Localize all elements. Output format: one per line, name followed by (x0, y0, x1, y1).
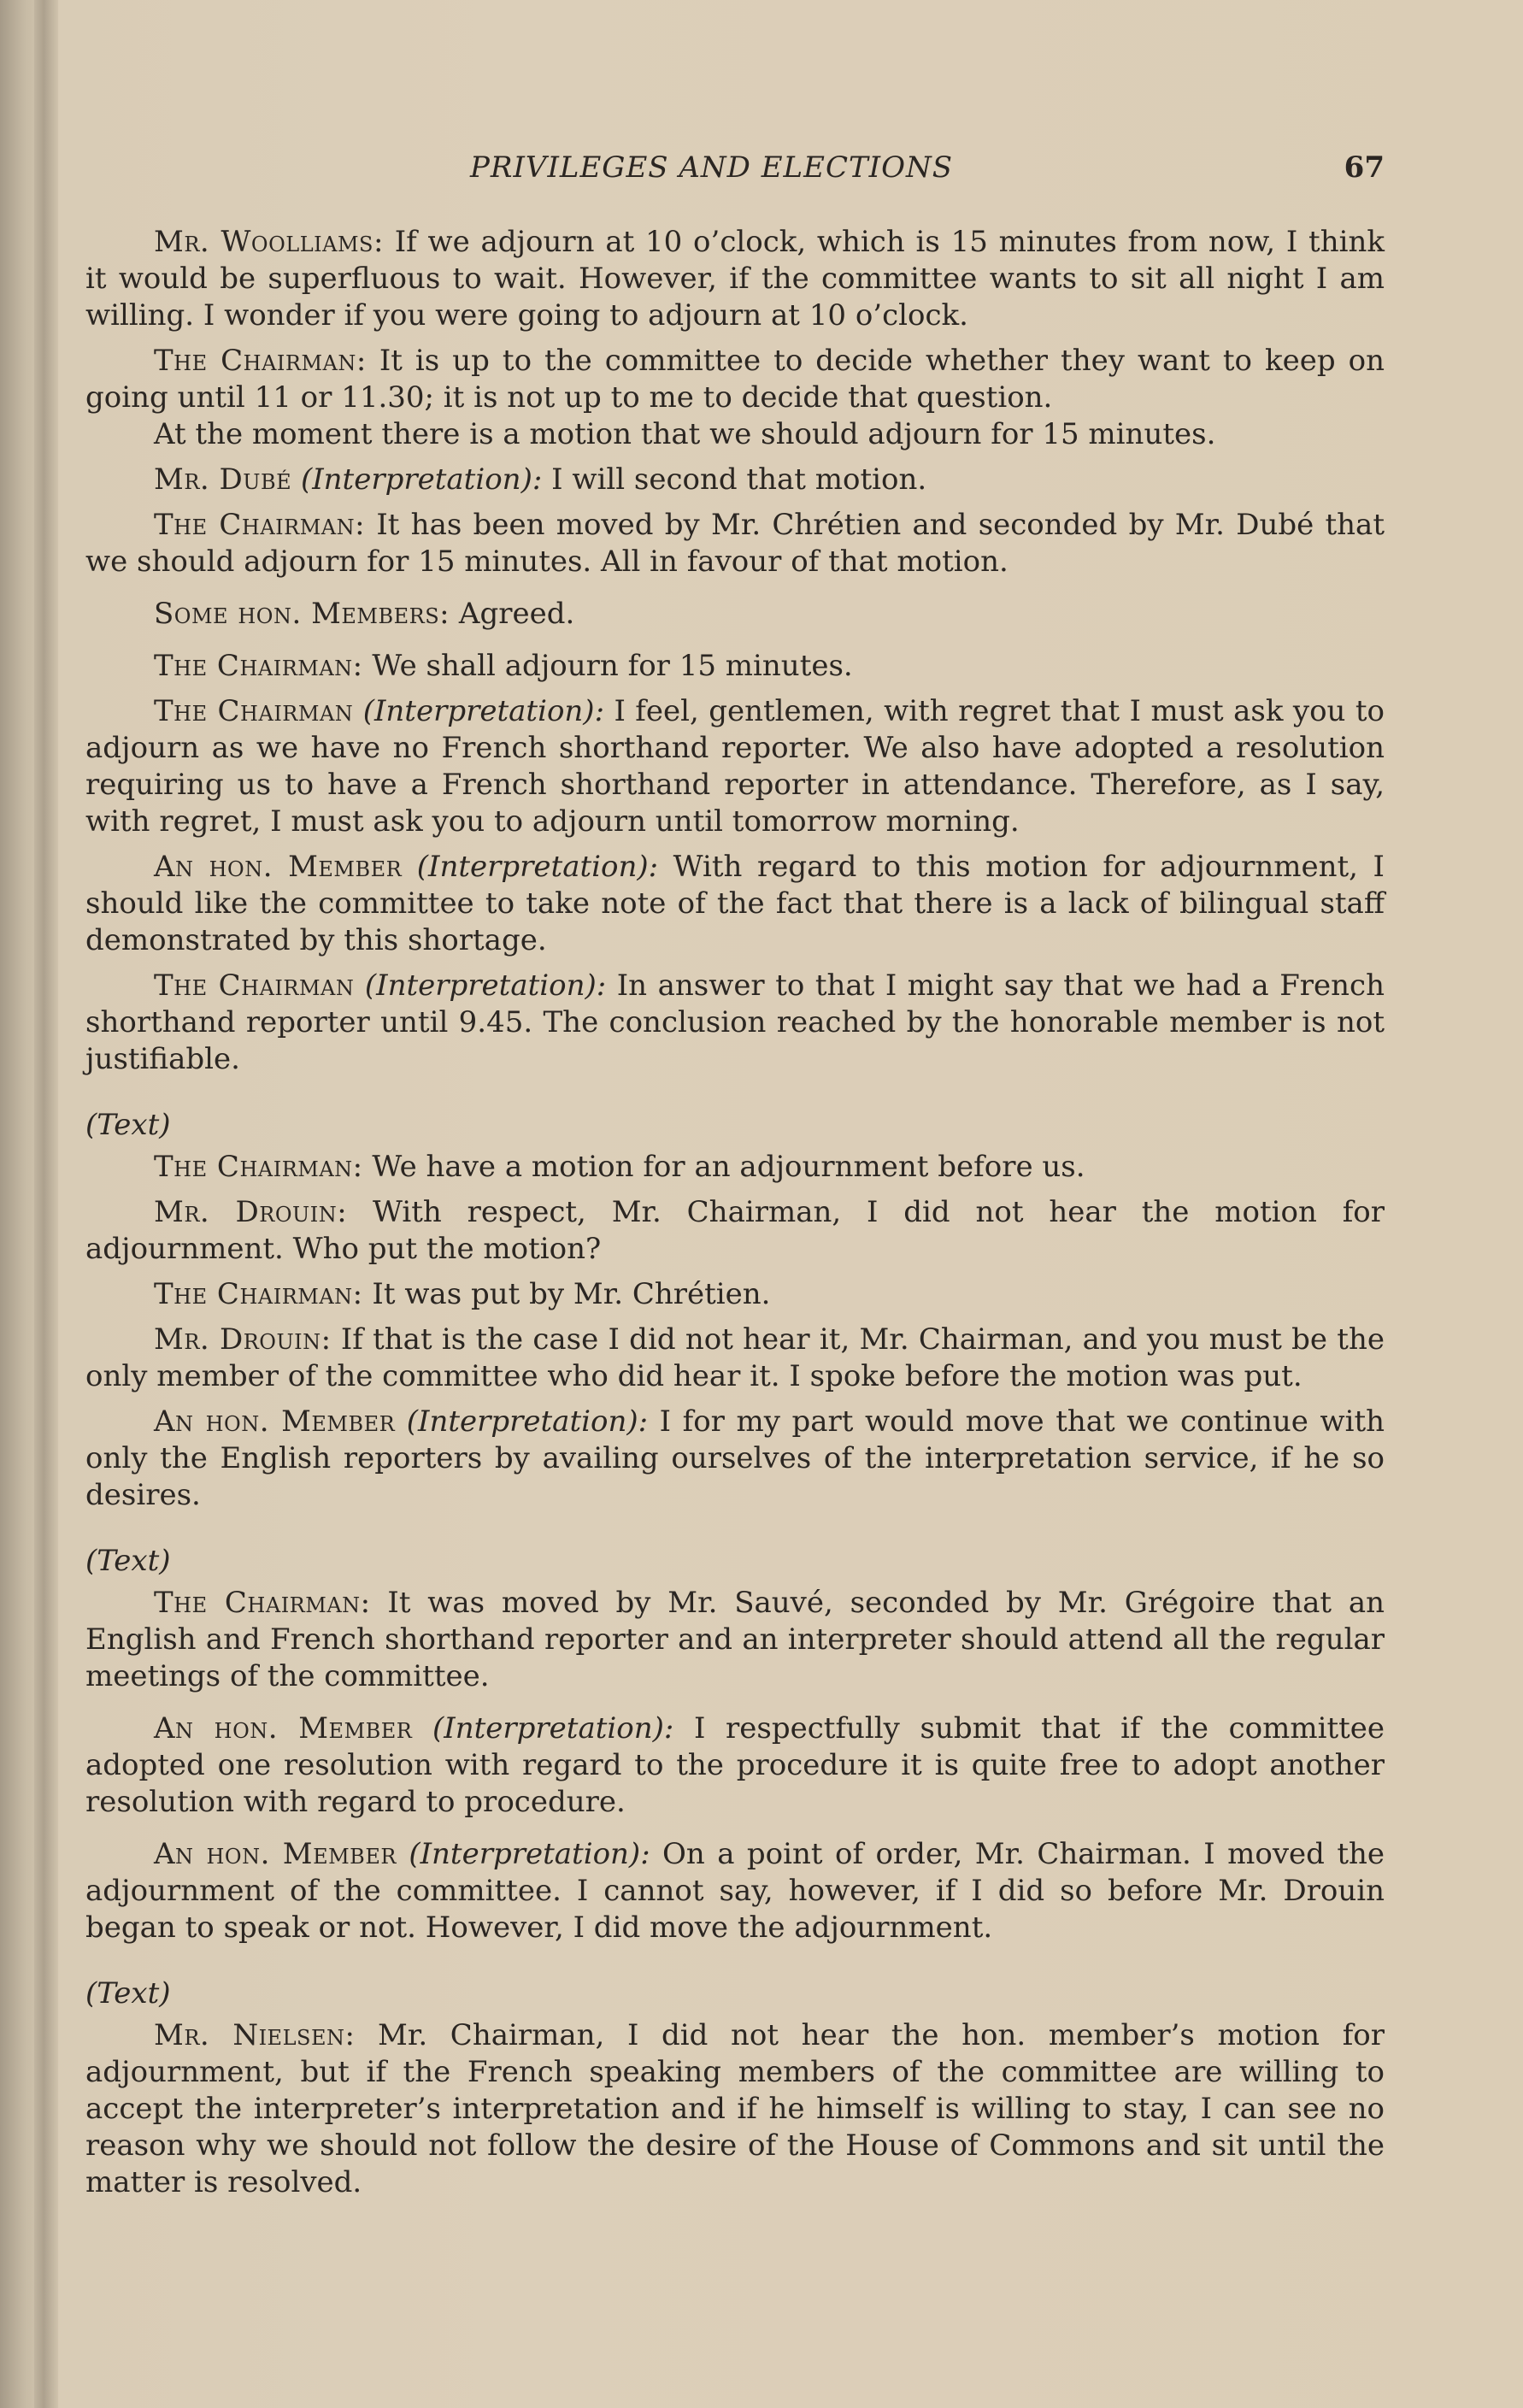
paragraph-text: Agreed. (450, 597, 575, 631)
speaker-name: Mr. Dubé (154, 462, 292, 497)
speaker-name: An hon. Member (154, 1404, 396, 1439)
paragraph (85, 1585, 1385, 1695)
paragraph (85, 1322, 1385, 1395)
paragraph (85, 1149, 1385, 1186)
page-body (85, 224, 1385, 2210)
paragraph-text: With respect, Mr. Chairman, I did not hear the motion for adjournment. Who put the motion? (85, 1195, 1385, 1266)
paragraph-text: I will second that motion. (542, 462, 927, 497)
paragraph-text: It is up to the committee to decide whether they want to keep on going until 11 or 11.30; it is not up to me to decide that question. (85, 344, 1385, 415)
paragraph (85, 1710, 1385, 1821)
paragraph-text: With regard to this motion for adjournment, I should like the committee to take note of the fact that there is a lack of bilingual staff demonstrated by this shortage. (85, 850, 1385, 957)
interpretation-note: (Interpretation): (402, 850, 659, 884)
speaker-name: Some hon. Members: (154, 597, 450, 631)
speaker-name: An hon. Member (154, 1711, 413, 1746)
paragraph (85, 507, 1385, 580)
paragraph (85, 343, 1385, 416)
speaker-name: The Chairman (154, 694, 354, 728)
page-header (85, 150, 1385, 193)
paragraph-text: In answer to that I might say that we had a French shorthand reporter until 9.45. The conclusion reached by the honorable member is not justifiable. (85, 968, 1385, 1076)
paragraph (85, 416, 1385, 453)
paragraph (85, 224, 1385, 334)
book-spine-shadow (34, 0, 58, 2408)
speaker-name: The Chairman: (154, 649, 363, 683)
paragraph (85, 2017, 1385, 2201)
speaker-name: Mr. Woolliams: (154, 225, 384, 259)
speaker-name: An hon. Member (154, 1837, 397, 1871)
paragraph (85, 1276, 1385, 1313)
paragraph-text: If that is the case I did not hear it, Mr. Chairman, and you must be the only member of the committee who did hear it. I spoke before the motion was put. (85, 1322, 1385, 1393)
paragraph (85, 1836, 1385, 1946)
speaker-name: The Chairman: (154, 508, 366, 542)
section-label: (Text) (85, 1108, 171, 1142)
speaker-name: The Chairman: (154, 344, 367, 378)
interpretation-note: (Interpretation): (395, 1404, 649, 1439)
section-label: (Text) (85, 1544, 171, 1578)
interpretation-note: (Interpretation): (396, 1837, 650, 1871)
paragraph-text: It was put by Mr. Chrétien. (362, 1277, 771, 1311)
speaker-name: The Chairman: (154, 1277, 363, 1311)
paragraph-text: I feel, gentlemen, with regret that I must ask you to adjourn as we have no French shorthand reporter. We also have adopted a resolution requiring us to have a French shorthand reporter in attendance. Therefore, as I say, with regret, I must ask you to adjourn until tomorrow morning. (85, 694, 1385, 839)
paragraph-text: If we adjourn at 10 o’clock, which is 15 minutes from now, I think it would be superfluous to wait. However, if the committee wants to sit all night I am willing. I wonder if you were going to adjourn at 10 o’clock. (85, 225, 1385, 333)
paragraph (85, 596, 1385, 633)
interpretation-note: (Interpretation): (354, 968, 607, 1003)
paragraph (85, 1404, 1385, 1514)
paragraph-text: We shall adjourn for 15 minutes. (362, 649, 853, 683)
paragraph-text: Mr. Chairman, I did not hear the hon. member’s motion for adjournment, but if the French speaking members of the committee are willing to accept the interpreter’s interpretation and if he himself is willing to stay, I can see no reason why we should not follow the desire of the House of Commons and sit until the matter is resolved. (85, 2018, 1385, 2199)
page-number: 67 (1344, 150, 1385, 185)
paragraph-text: We have a motion for an adjournment before us. (362, 1150, 1085, 1184)
paragraph (85, 968, 1385, 1078)
paragraph (85, 693, 1385, 840)
speaker-name: Mr. Drouin: (154, 1322, 332, 1357)
section-label: (Text) (85, 1976, 171, 2011)
speaker-name: The Chairman: (154, 1586, 371, 1620)
speaker-name: An hon. Member (154, 850, 403, 884)
paragraph-text: I for my part would move that we continue with only the English reporters by availing ourselves of the interpretation service, if he so desires. (85, 1404, 1385, 1512)
paragraph-text: It has been moved by Mr. Chrétien and seconded by Mr. Dubé that we should adjourn for 15 minutes. All in favour of that motion. (85, 508, 1385, 579)
paragraph (85, 1194, 1385, 1268)
interpretation-note: (Interpretation): (291, 462, 543, 497)
paragraph-text: On a point of order, Mr. Chairman. I moved the adjournment of the committee. I cannot say, however, if I did so before Mr. Drouin began to speak or not. However, I did move the adjournment. (85, 1837, 1385, 1945)
paragraph (85, 849, 1385, 959)
interpretation-note: (Interpretation): (353, 694, 605, 728)
running-title: PRIVILEGES AND ELECTIONS (470, 150, 953, 185)
interpretation-note: (Interpretation): (412, 1711, 674, 1746)
paragraph-text: It was moved by Mr. Sauvé, seconded by Mr. Grégoire that an English and French shorthand reporter and an interpreter should attend all the regular meetings of the committee. (85, 1586, 1385, 1693)
paragraph (85, 648, 1385, 685)
speaker-name: The Chairman: (154, 1150, 363, 1184)
speaker-name: Mr. Drouin: (154, 1195, 348, 1229)
speaker-name: Mr. Nielsen: (154, 2018, 356, 2052)
paragraph-text: At the moment there is a motion that we should adjourn for 15 minutes. (154, 417, 1216, 451)
speaker-name: The Chairman (154, 968, 355, 1003)
paragraph-text: I respectfully submit that if the committee adopted one resolution with regard to the procedure it is quite free to adopt another resolution with regard to procedure. (85, 1711, 1385, 1819)
paragraph (85, 462, 1385, 498)
